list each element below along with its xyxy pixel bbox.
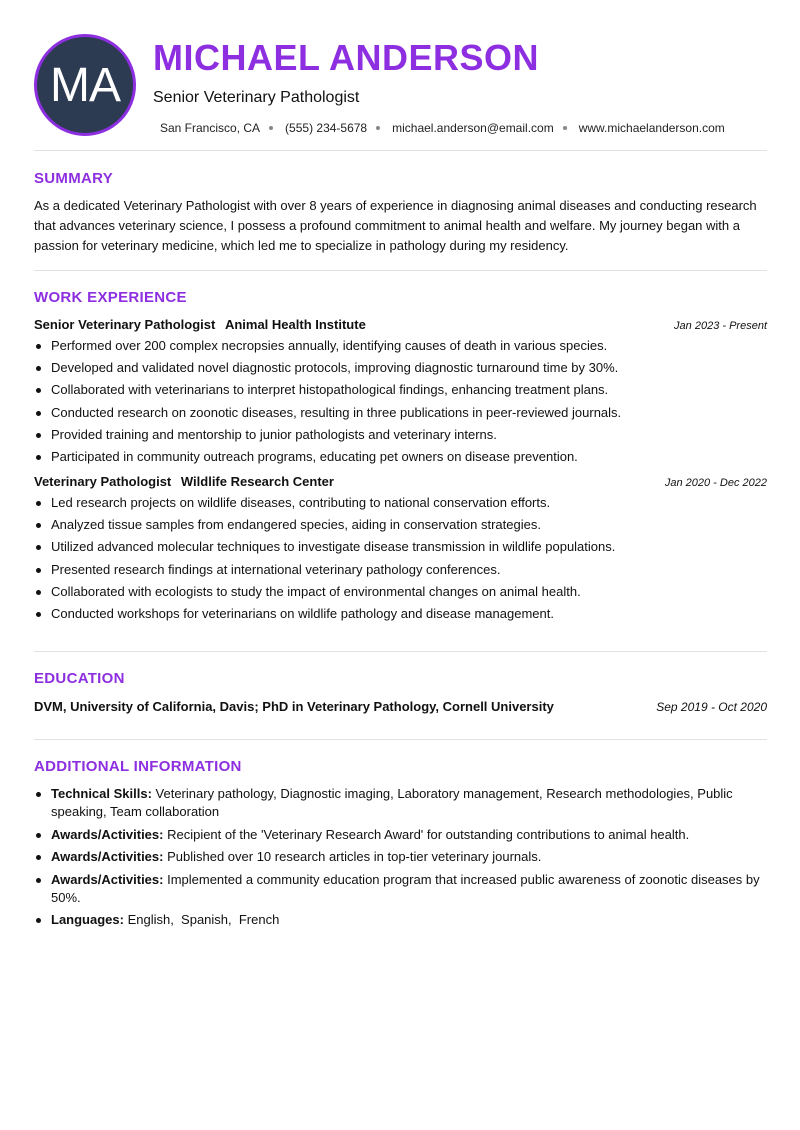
item-label: Awards/Activities: — [51, 871, 164, 887]
contact-phone: (555) 234-5678 — [285, 121, 368, 135]
job-bullets — [34, 495, 767, 622]
additional-info-list — [34, 785, 767, 929]
item-text: Published over 10 research articles in top-tier veterinary journals. — [163, 849, 542, 865]
additional-info-item — [34, 871, 767, 907]
additional-info-item — [34, 785, 767, 821]
contact-location: San Francisco, CA — [160, 121, 261, 135]
job-company: Animal Health Institute — [224, 317, 366, 332]
bullet-item: Utilized advanced molecular techniques to investigate disease transmission in wildlife populations. — [34, 539, 767, 555]
item-label: Languages: — [51, 912, 124, 928]
job-dates: Jan 2023 - Present — [674, 320, 767, 332]
item-text: Implemented a community education program that increased public awareness of zoonotic diseases by 50%. — [51, 871, 760, 905]
job-header — [34, 474, 767, 489]
item-label: Awards/Activities: — [51, 849, 164, 865]
candidate-title: Senior Veterinary Pathologist — [153, 89, 360, 106]
item-text: Recipient of the 'Veterinary Research Award' for outstanding contributions to animal health. — [163, 826, 690, 842]
job-role: Senior Veterinary Pathologist — [34, 317, 216, 332]
education-dates: Sep 2019 - Oct 2020 — [656, 700, 767, 715]
education-heading: EDUCATION — [34, 670, 125, 688]
item-text: English, Spanish, French — [123, 912, 280, 928]
candidate-name: MICHAEL ANDERSON — [153, 37, 540, 78]
bullet-item: Collaborated with ecologists to study the impact of environmental changes on animal health. — [34, 584, 767, 600]
item-label: Awards/Activities: — [51, 826, 164, 842]
additional-info-heading: ADDITIONAL INFORMATION — [34, 758, 242, 776]
avatar-initials: MA — [50, 58, 120, 112]
job-entry — [34, 317, 767, 465]
bullet-item: Conducted workshops for veterinarians on wildlife pathology and disease management. — [34, 606, 767, 622]
item-text: Veterinary pathology, Diagnostic imaging, Laboratory management, Research methodologies, Public speaking, Team collaboration — [51, 786, 733, 820]
bullet-item: Presented research findings at international veterinary pathology conferences. — [34, 562, 767, 578]
resume-header — [34, 0, 767, 150]
job-dates: Jan 2020 - Dec 2022 — [664, 476, 767, 489]
job-role: Veterinary Pathologist — [34, 473, 172, 489]
contact-website[interactable]: www.michaelanderson.com — [578, 121, 725, 135]
job-entry — [34, 474, 767, 622]
additional-info-item — [34, 911, 767, 929]
job-bullets — [34, 338, 767, 465]
education-entry — [34, 699, 767, 714]
additional-info-item — [34, 826, 767, 844]
contact-info — [160, 121, 725, 135]
summary-heading: SUMMARY — [34, 170, 114, 187]
summary-text: As a dedicated Veterinary Pathologist with over 8 years of experience in diagnosing animal diseases and conducting research that advances veterinary science, I possess a profound commitment to animal health and welfare. My journey began with a passion for veterinary medicine, which led me to specialize in pathology during my residency. — [34, 198, 757, 253]
bullet-item: Analyzed tissue samples from endangered species, aiding in conservation strategies. — [34, 517, 767, 533]
additional-info-item — [34, 848, 767, 866]
job-company: Wildlife Research Center — [180, 473, 334, 489]
additional-info-section — [34, 740, 767, 929]
summary-section — [34, 151, 767, 270]
bullet-item: Performed over 200 complex necropsies annually, identifying causes of death in various species. — [34, 338, 767, 354]
item-label: Technical Skills: — [51, 786, 152, 802]
separator-dot — [376, 126, 380, 130]
bullet-item: Conducted research on zoonotic diseases, resulting in three publications in peer-reviewed journals. — [34, 405, 767, 421]
avatar — [34, 34, 136, 136]
bullet-item: Provided training and mentorship to junior pathologists and veterinary interns. — [34, 427, 767, 443]
contact-email[interactable]: michael.anderson@email.com — [392, 121, 554, 135]
education-section — [34, 652, 767, 739]
separator-dot — [269, 126, 273, 130]
work-experience-heading: WORK EXPERIENCE — [34, 289, 187, 306]
bullet-item: Collaborated with veterinarians to interpret histopathological findings, enhancing treatment plans. — [34, 382, 767, 398]
job-header — [34, 317, 767, 332]
education-degree: DVM, University of California, Davis; PhD in Veterinary Pathology, Cornell University — [34, 699, 554, 715]
separator-dot — [563, 126, 567, 130]
bullet-item: Developed and validated novel diagnostic protocols, improving diagnostic turnaround time by 30%. — [34, 360, 767, 376]
bullet-item: Participated in community outreach programs, educating pet owners on disease prevention. — [34, 449, 767, 465]
bullet-item: Led research projects on wildlife diseases, contributing to national conservation efforts. — [34, 495, 767, 511]
work-experience-section — [34, 271, 767, 651]
